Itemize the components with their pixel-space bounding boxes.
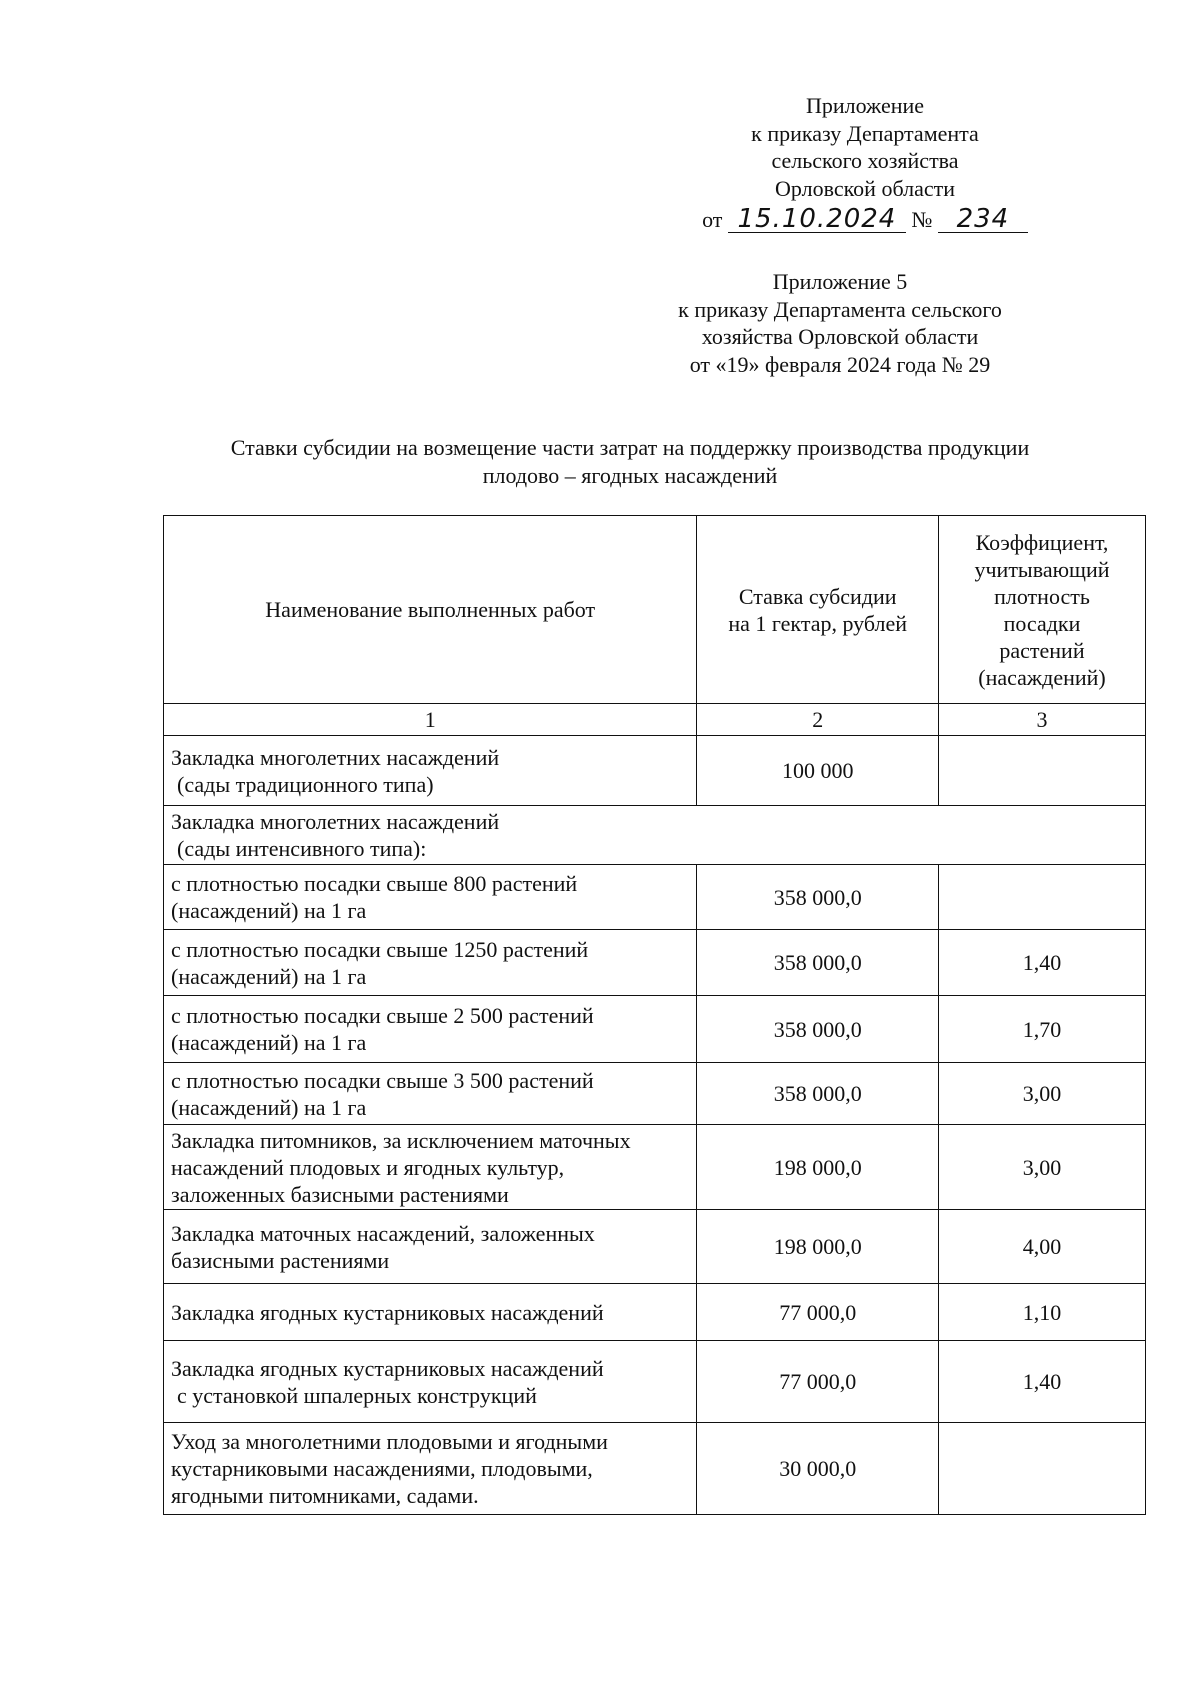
work-name-line: (насаждений) на 1 га (171, 1030, 367, 1055)
coef-cell (939, 1423, 1146, 1515)
work-name (164, 1210, 697, 1284)
work-name (164, 736, 697, 806)
date-prefix: от (702, 207, 723, 232)
rate-cell: 30 000,0 (697, 1423, 939, 1515)
work-name-line: (сады интенсивного типа): (177, 836, 427, 861)
rate-cell: 77 000,0 (697, 1284, 939, 1341)
table-row (164, 736, 1146, 806)
work-name-line: Закладка ягодных кустарниковых насаждений (171, 1355, 604, 1381)
work-name (164, 1284, 697, 1341)
title-line-2: плодово – ягодных насаждений (482, 462, 778, 488)
work-name (164, 996, 697, 1063)
coef-cell: 1,10 (939, 1284, 1146, 1341)
approval-line: Приложение (805, 93, 925, 118)
work-name-line: Закладка ягодных кустарниковых насаждений (171, 1299, 604, 1325)
work-name-line: ягодными питомниками, садами. (171, 1483, 479, 1508)
rate-cell: 77 000,0 (697, 1341, 939, 1423)
table-row (164, 1341, 1146, 1423)
header-rate (697, 516, 939, 704)
table-row (164, 1063, 1146, 1125)
appendix-line: Приложение 5 (772, 269, 908, 294)
rate-cell: 358 000,0 (697, 865, 939, 930)
coef-cell: 1,70 (939, 996, 1146, 1063)
appendix-line: от «19» февраля 2024 года № 29 (689, 351, 991, 377)
coef-cell (939, 865, 1146, 930)
coef-cell: 1,40 (939, 930, 1146, 996)
number-sign: № (911, 207, 933, 232)
coef-cell (939, 736, 1146, 806)
approval-line: сельского хозяйства (771, 148, 959, 173)
appendix-line: к приказу Департамента сельского (678, 296, 1002, 322)
header-rate-line: на 1 гектар, рублей (728, 610, 908, 636)
rate-cell: 198 000,0 (697, 1210, 939, 1284)
header-coef (939, 516, 1146, 704)
work-name-line: Закладка маточных насаждений, заложенных (171, 1220, 595, 1246)
handwritten-date: 15.10.2024 (728, 206, 906, 233)
work-name (164, 1423, 697, 1515)
group-name (164, 806, 1146, 865)
work-name-line: Закладка многолетних насаждений (171, 809, 500, 834)
table-row (164, 996, 1146, 1063)
work-name-line: заложенных базисными растениями (171, 1181, 509, 1207)
handwritten-number: 234 (938, 206, 1028, 233)
coef-cell: 3,00 (939, 1063, 1146, 1125)
table-row (164, 865, 1146, 930)
work-name (164, 1063, 697, 1125)
table-group-row (164, 806, 1146, 865)
approval-line: Орловской области (775, 175, 955, 201)
column-number: 2 (697, 704, 939, 736)
title-line-1: Ставки субсидии на возмещение части затрат на поддержку производства продукции (230, 435, 1030, 460)
coef-cell: 1,40 (939, 1341, 1146, 1423)
appendix-line: хозяйства Орловской области (701, 324, 979, 349)
table-row (164, 1423, 1146, 1515)
work-name (164, 1341, 697, 1423)
work-name-line: с установкой шпалерных конструкций (177, 1382, 537, 1408)
work-name (164, 865, 697, 930)
rate-cell: 358 000,0 (697, 930, 939, 996)
work-name-line: Закладка многолетних насаждений (171, 744, 500, 770)
work-name (164, 930, 697, 996)
table-row (164, 1284, 1146, 1341)
column-number: 3 (939, 704, 1146, 736)
coef-cell: 4,00 (939, 1210, 1146, 1284)
approval-header (650, 92, 1080, 234)
work-name-line: (насаждений) на 1 га (171, 898, 367, 923)
table-row (164, 930, 1146, 996)
work-name-line: Уход за многолетними плодовыми и ягодными (171, 1429, 608, 1454)
header-coef-line: Коэффициент, (975, 529, 1109, 555)
rate-cell: 100 000 (697, 736, 939, 806)
header-coef-line: посадки (1003, 610, 1081, 636)
appendix-header (640, 268, 1040, 378)
document-title (150, 434, 1110, 489)
work-name-line: насаждений плодовых и ягодных культур, (171, 1154, 565, 1180)
table-row (164, 1210, 1146, 1284)
work-name (164, 1125, 697, 1210)
work-name-line: (насаждений) на 1 га (171, 963, 367, 989)
work-name-line: с плотностью посадки свыше 3 500 растений (171, 1067, 594, 1093)
table-header-row (164, 516, 1146, 704)
column-number: 1 (164, 704, 697, 736)
rate-cell: 198 000,0 (697, 1125, 939, 1210)
work-name-line: с плотностью посадки свыше 1250 растений (171, 936, 589, 962)
work-name-line: базисными растениями (171, 1247, 390, 1273)
approval-date-line (650, 206, 1080, 234)
header-coef-line: плотность (994, 583, 1090, 609)
header-coef-line: учитывающий (974, 556, 1110, 582)
rate-cell: 358 000,0 (697, 1063, 939, 1125)
work-name-line: с плотностью посадки свыше 2 500 растений (171, 1003, 594, 1028)
table-row (164, 1125, 1146, 1210)
work-name-line: с плотностью посадки свыше 800 растений (171, 871, 578, 896)
header-work: Наименование выполненных работ (164, 516, 697, 704)
column-number-row (164, 704, 1146, 736)
work-name-line: кустарниковыми насаждениями, плодовыми, (171, 1456, 593, 1481)
work-name-line: (насаждений) на 1 га (171, 1094, 367, 1120)
approval-line: к приказу Департамента (751, 120, 979, 146)
subsidy-rates-table (163, 515, 1146, 1515)
work-name-line: Закладка питомников, за исключением маточных (171, 1127, 631, 1153)
coef-cell: 3,00 (939, 1125, 1146, 1210)
rate-cell: 358 000,0 (697, 996, 939, 1063)
header-coef-line: растений (999, 637, 1085, 663)
work-name-line: (сады традиционного типа) (177, 771, 434, 797)
header-coef-line: (насаждений) (978, 664, 1106, 690)
header-rate-line: Ставка субсидии (738, 583, 897, 609)
